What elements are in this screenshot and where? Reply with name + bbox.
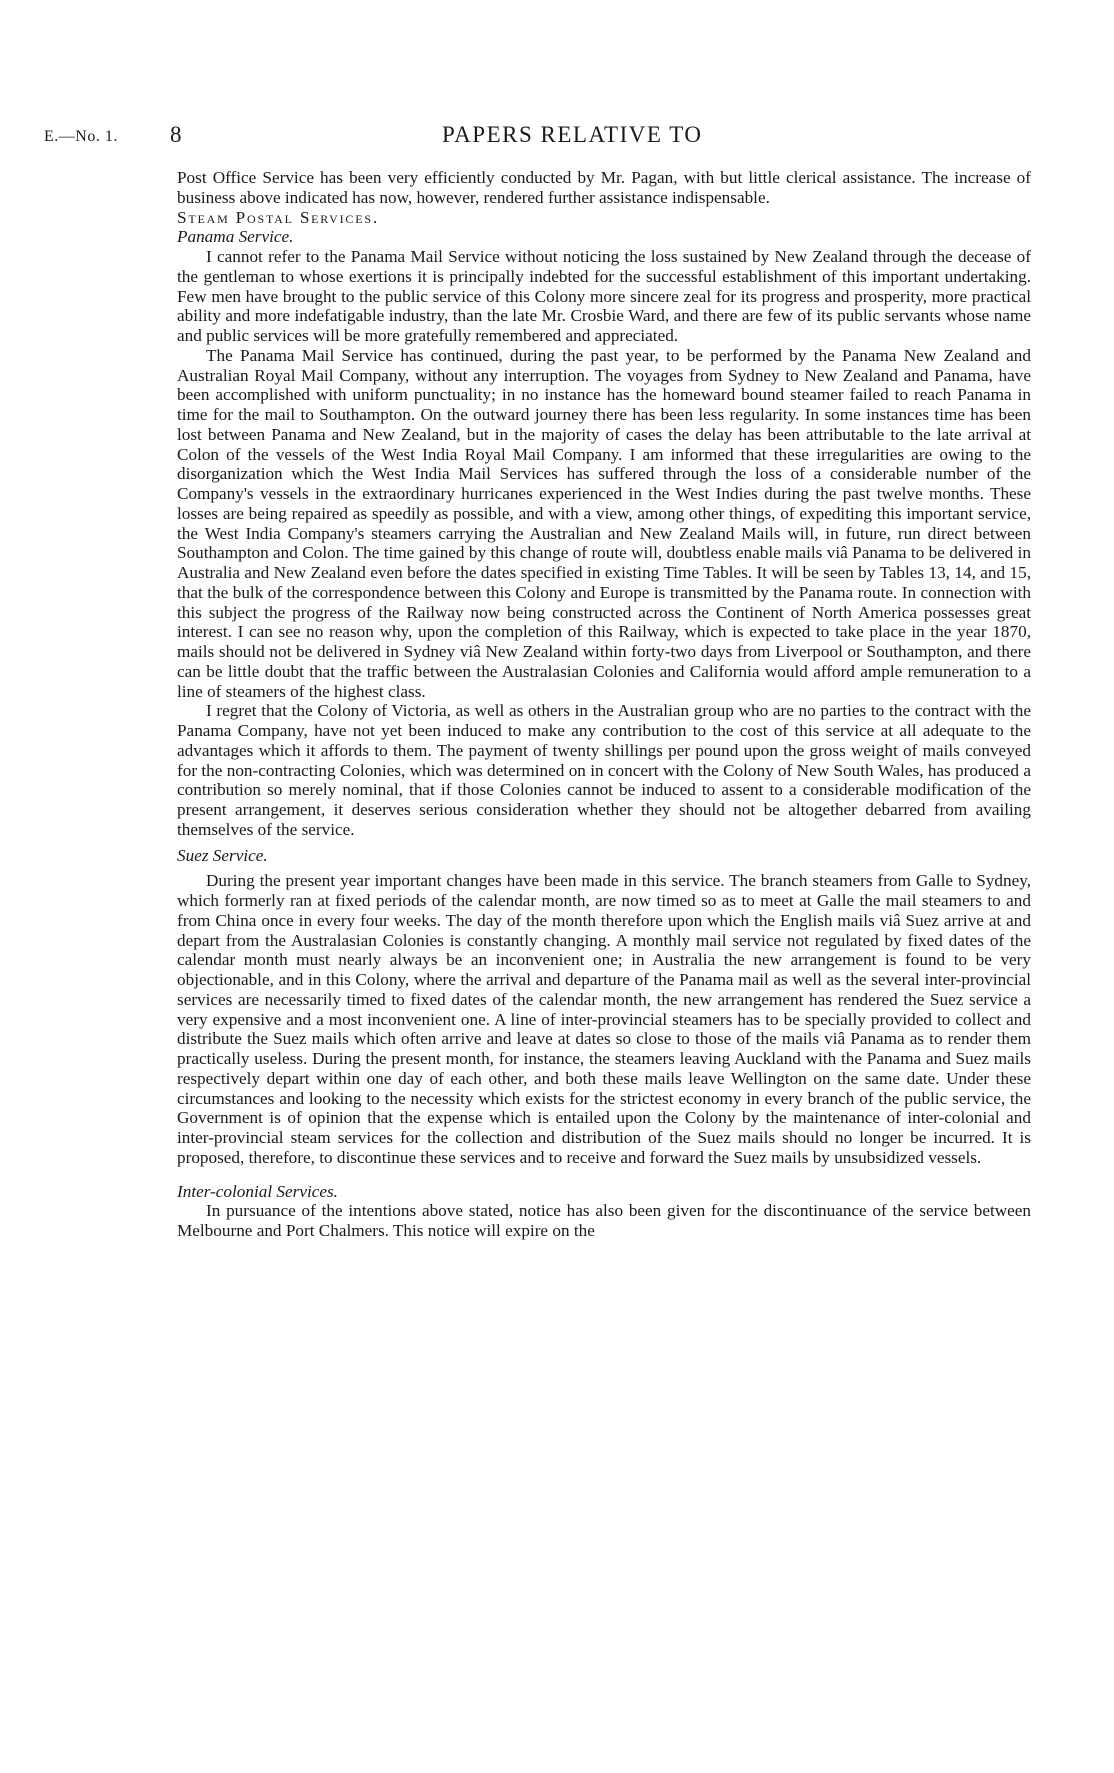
section-heading-steam-postal-services: Steam Postal Services. (177, 207, 379, 227)
paragraph-victoria-contribution: I regret that the Colony of Victoria, as well as others in the Australian group who are no parties to the contract with the Panama Company, have not yet been induced to make any contribution to the cost of this service at all adequate to the advantages which it affords to them. The payment of twenty shillings per pound upon the gross weight of mails conveyed for the non-contracting Colonies, which was determined on in concert with the Colony of New South Wales, has produced a contribution so merely nominal, that if those Colonies cannot be induced to assent to a considerable modification of the present arrangement, it deserves serious consideration whether they should not be altogether debarred from availing themselves of the service. (177, 701, 1031, 839)
subheading-inter-colonial-services: Inter-colonial Services. (177, 1181, 338, 1201)
paragraph-post-office: Post Office Service has been very efficiently conducted by Mr. Pagan, with but little clerical assistance. The increase of business above indicated has now, however, rendered further assistance indispensable. (177, 168, 1031, 207)
running-title: PAPERS RELATIVE TO (442, 122, 703, 147)
body-text (177, 168, 1031, 1241)
paragraph-panama-mail-service: The Panama Mail Service has continued, during the past year, to be performed by the Panama New Zealand and Australian Royal Mail Company, without any interruption. The voyages from Sydney to New Zealand and Panama, have been accomplished with uniform punctuality; in no instance has the homeward bound steamer failed to reach Panama in time for the mail to Southampton. On the outward journey there has been less regularity. In some instances time has been lost between Panama and New Zealand, but in the majority of cases the delay has been attributable to the late arrival at Colon of the vessels of the West India Royal Mail Company. I am informed that these irregularities are owing to the disorganization which the West India Mail Services has suffered through the loss of a considerable number of the Company's vessels in the extraordinary hurricanes experienced in the West Indies during the past twelve months. These losses are being repaired as speedily as possible, and with a view, among other things, of expediting this important service, the West India Company's steamers carrying the Australian and New Zealand Mails will, in future, run direct between Southampton and Colon. The time gained by this change of route will, doubtless enable mails viâ Panama to be delivered in Australia and New Zealand even before the dates specified in existing Time Tables. It will be seen by Tables 13, 14, and 15, that the bulk of the correspondence between this Colony and Europe is transmitted by the Panama route. In connection with this subject the progress of the Railway now being constructed across the Continent of North America possesses great interest. I can see no reason why, upon the completion of this Railway, which is expected to take place in the year 1870, mails should not be delivered in Sydney viâ New Zealand within forty-two days from Liverpool or Southampton, and there can be little doubt that the traffic between the Australasian Colonies and California would afford ample remuneration to a line of steamers of the highest class. (177, 345, 1031, 701)
paragraph-suez-service: During the present year important changes have been made in this service. The branch steamers from Galle to Sydney, which formerly ran at fixed periods of the calendar month, are now timed so as to meet at Galle the mail steamers to and from China once in every four weeks. The day of the month therefore upon which the English mails viâ Suez arrive at and depart from the Australasian Colonies is constantly changing. A monthly mail service not regulated by fixed dates of the calendar month must nearly always be an inconvenient one; in Australia the new arrangement is found to be very objectionable, and in this Colony, where the arrival and departure of the Panama mail as well as the several inter-provincial services are necessarily timed to fixed dates of the calendar month, the new arrangement has rendered the Suez service a very expensive and a most inconvenient one. A line of inter-provincial steamers has to be specially provided to collect and distribute the Suez mails which often arrive and leave at dates so close to those of the mails viâ Panama as to render them practically useless. During the present month, for instance, the steamers leaving Auckland with the Panama and Suez mails respectively depart within one day of each other, and both these mails leave Wellington on the same date. Under these circumstances and looking to the necessity which exists for the strictest economy in every branch of the public service, the Government is of opinion that the expense which is entailed upon the Colony by the maintenance of inter-colonial and inter-provincial steam services for the collection and distribution of the Suez mails should no longer be incurred. It is proposed, therefore, to discontinue these services and to receive and forward the Suez mails by unsubsidized vessels. (177, 871, 1031, 1167)
document-reference: E.—No. 1. (44, 128, 118, 145)
subheading-panama-service: Panama Service. (177, 227, 294, 247)
page-number: 8 (170, 122, 182, 147)
paragraph-crosbie-ward: I cannot refer to the Panama Mail Service without noticing the loss sustained by New Zealand through the decease of the gentleman to whose exertions it is principally indebted for the successful establishment of this important undertaking. Few men have brought to the public service of this Colony more sincere zeal for its progress and prosperity, more practical ability and more indefatigable industry, than the late Mr. Crosbie Ward, and there are few of its public servants whose name and public services will be more gratefully remembered and appreciated. (177, 247, 1031, 345)
subheading-suez-service: Suez Service. (177, 845, 268, 865)
page-header (44, 122, 744, 152)
paragraph-inter-colonial: In pursuance of the intentions above stated, notice has also been given for the discontinuance of the service between Melbourne and Port Chalmers. This notice will expire on the (177, 1201, 1031, 1240)
spacer (177, 1168, 1031, 1182)
